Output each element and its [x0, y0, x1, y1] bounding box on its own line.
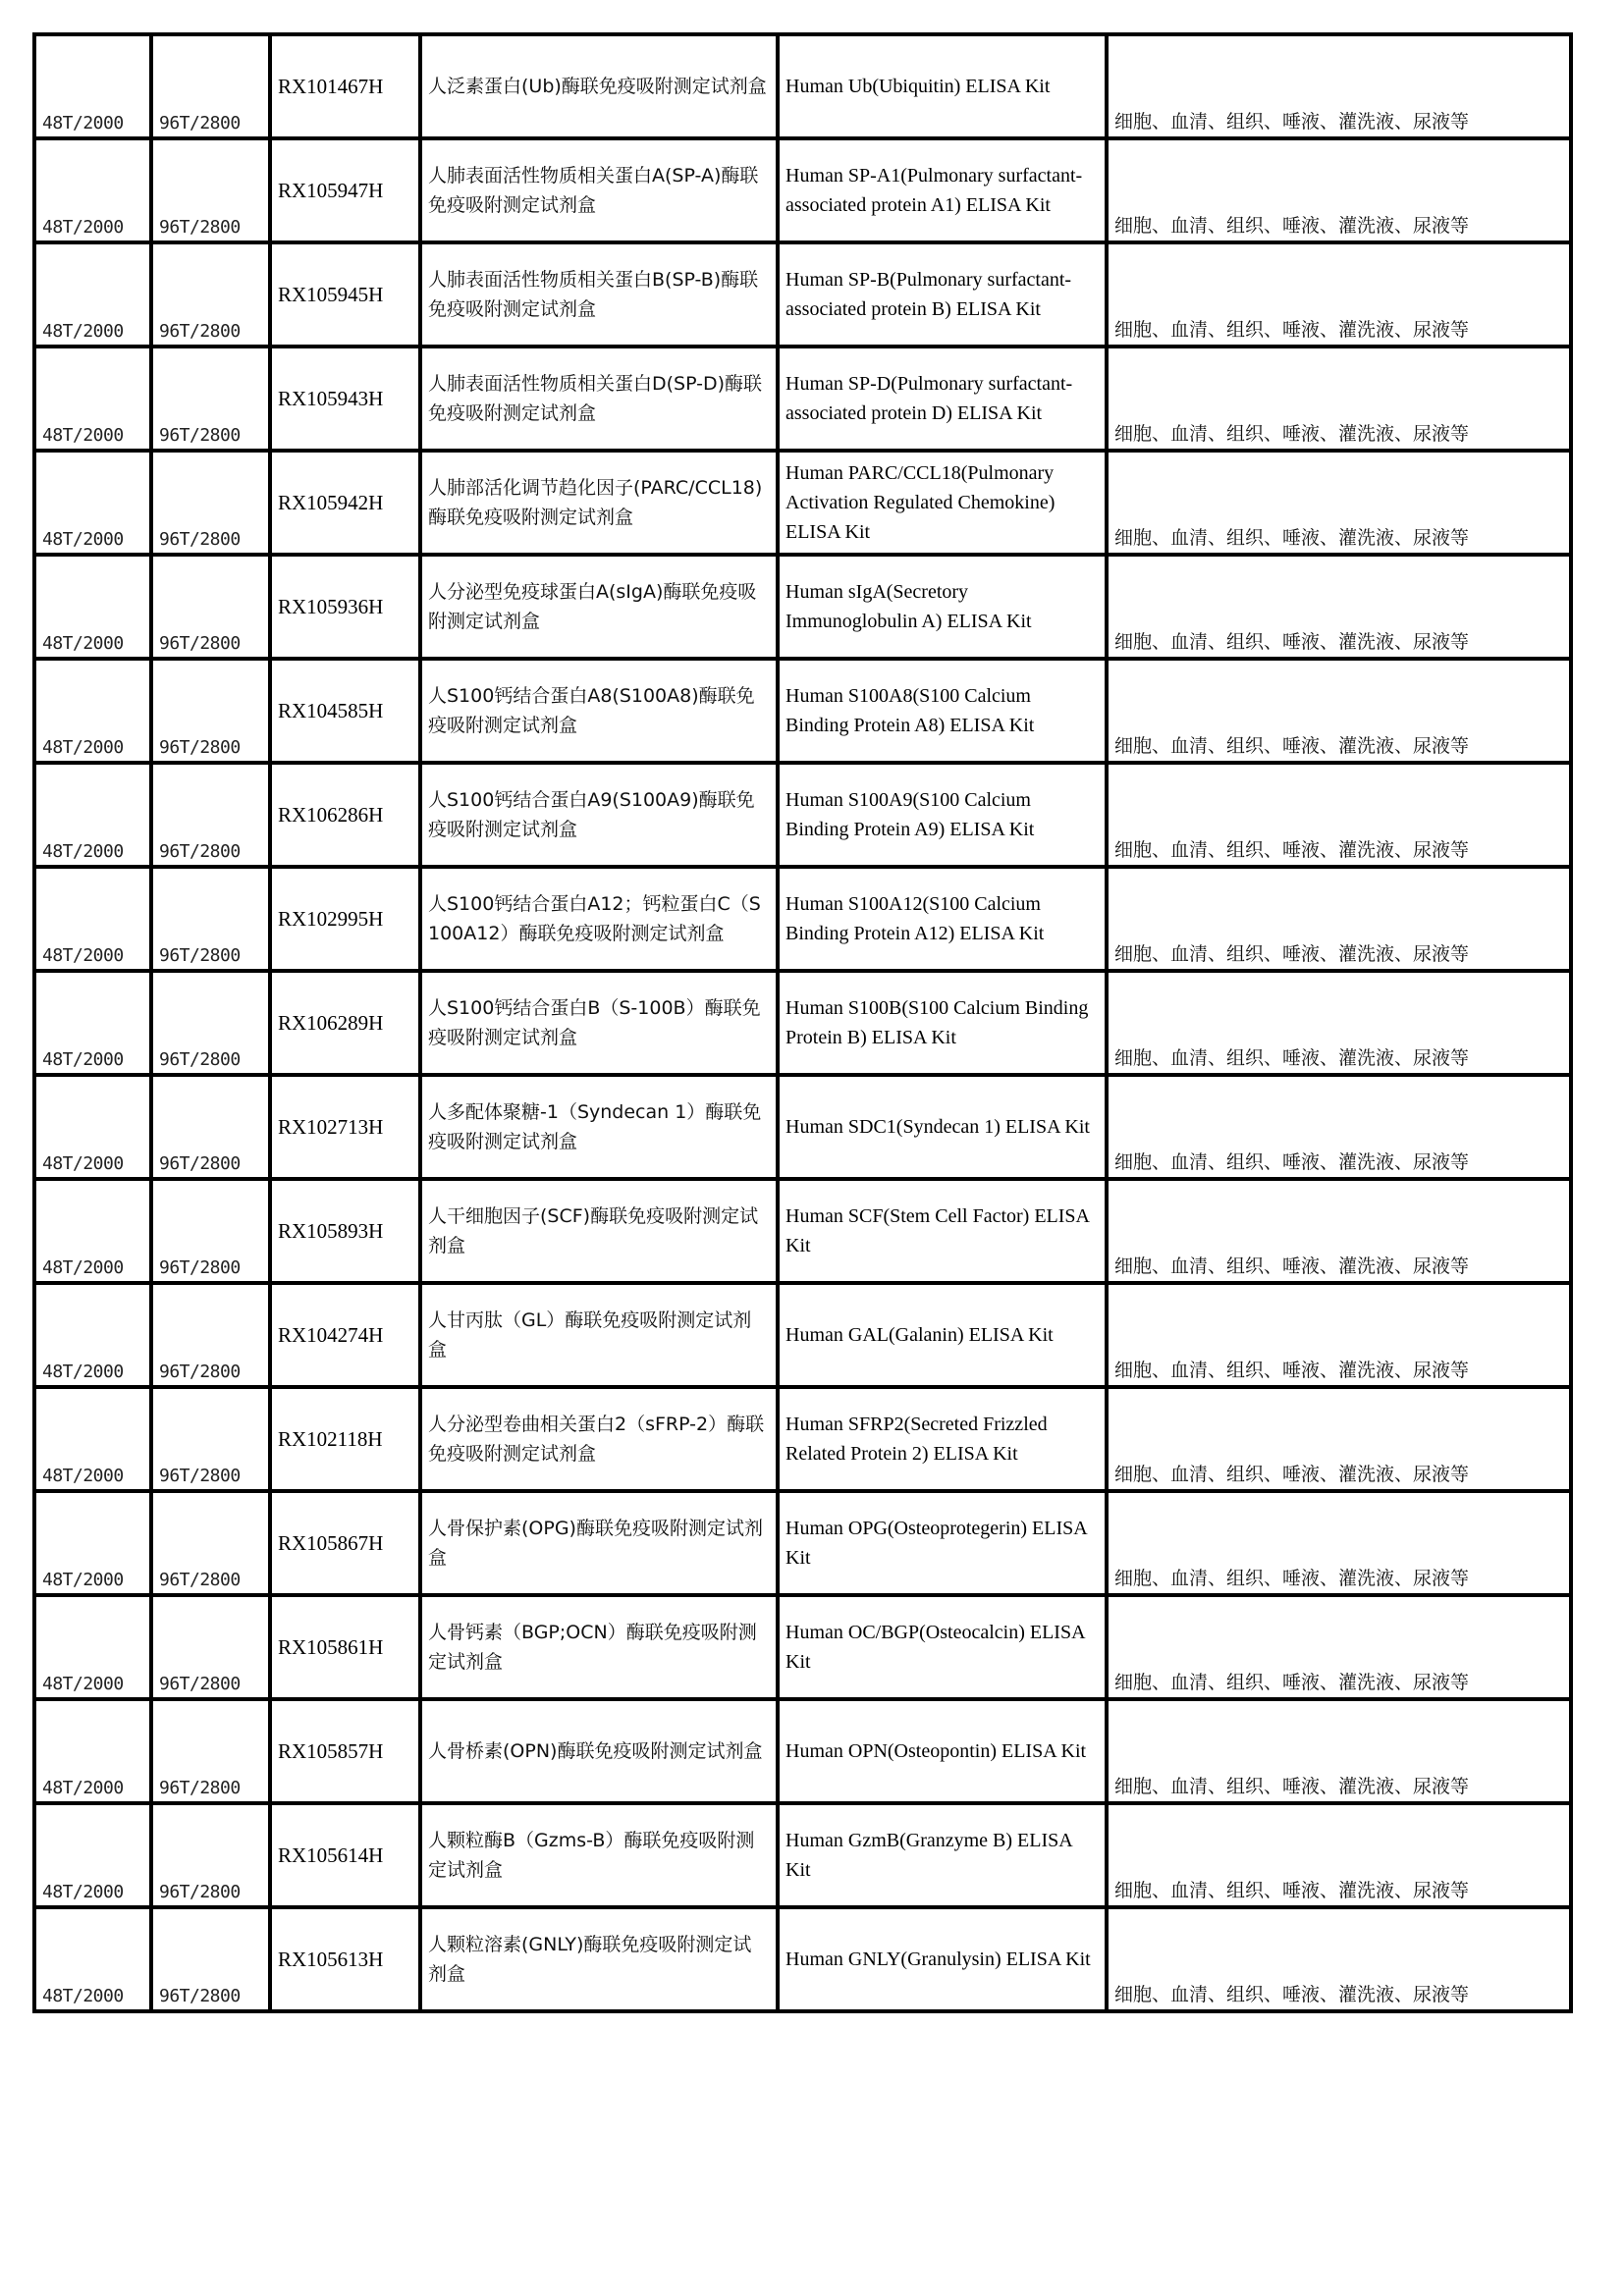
table-row — [34, 763, 1571, 867]
price-48t-cell: 48T/2000 — [34, 1387, 151, 1491]
table-row — [34, 1387, 1571, 1491]
price-96t-cell: 96T/2800 — [151, 971, 270, 1075]
chinese-name-cell: 人肺部活化调节趋化因子(PARC/CCL18)酶联免疫吸附测定试剂盒 — [420, 451, 778, 555]
price-96t-cell: 96T/2800 — [151, 659, 270, 763]
product-table — [32, 32, 1573, 2013]
price-96t-cell: 96T/2800 — [151, 555, 270, 659]
price-48t-cell: 48T/2000 — [34, 867, 151, 971]
price-48t-cell: 48T/2000 — [34, 451, 151, 555]
catalog-number-cell: RX105613H — [270, 1907, 420, 2011]
price-48t-cell: 48T/2000 — [34, 555, 151, 659]
price-96t-cell: 96T/2800 — [151, 451, 270, 555]
price-48t-cell: 48T/2000 — [34, 1283, 151, 1387]
price-96t-cell: 96T/2800 — [151, 138, 270, 242]
chinese-name-cell: 人S100钙结合蛋白A12；钙粒蛋白C（S100A12）酶联免疫吸附测定试剂盒 — [420, 867, 778, 971]
catalog-number-cell: RX105945H — [270, 242, 420, 347]
table-row — [34, 659, 1571, 763]
price-48t-cell: 48T/2000 — [34, 1075, 151, 1179]
table-row — [34, 34, 1571, 138]
chinese-name-cell: 人分泌型免疫球蛋白A(sIgA)酶联免疫吸附测定试剂盒 — [420, 555, 778, 659]
price-96t-cell: 96T/2800 — [151, 763, 270, 867]
chinese-name-cell: 人骨钙素（BGP;OCN）酶联免疫吸附测定试剂盒 — [420, 1595, 778, 1699]
price-48t-cell: 48T/2000 — [34, 347, 151, 451]
catalog-number-cell: RX102995H — [270, 867, 420, 971]
price-48t-cell: 48T/2000 — [34, 1491, 151, 1595]
chinese-name-cell: 人多配体聚糖-1（Syndecan 1）酶联免疫吸附测定试剂盒 — [420, 1075, 778, 1179]
catalog-number-cell: RX105947H — [270, 138, 420, 242]
catalog-number-cell: RX105942H — [270, 451, 420, 555]
table-row — [34, 347, 1571, 451]
english-name-cell: Human S100B(S100 Calcium Binding Protein B) ELISA Kit — [778, 971, 1107, 1075]
price-96t-cell: 96T/2800 — [151, 1907, 270, 2011]
sample-types-cell: 细胞、血清、组织、唾液、灌洗液、尿液等 — [1107, 763, 1571, 867]
catalog-number-cell: RX105867H — [270, 1491, 420, 1595]
price-96t-cell: 96T/2800 — [151, 1387, 270, 1491]
sample-types-cell: 细胞、血清、组织、唾液、灌洗液、尿液等 — [1107, 451, 1571, 555]
table-row — [34, 1595, 1571, 1699]
english-name-cell: Human GzmB(Granzyme B) ELISA Kit — [778, 1803, 1107, 1907]
catalog-page — [32, 32, 1569, 2013]
table-row — [34, 555, 1571, 659]
english-name-cell: Human PARC/CCL18(Pulmonary Activation Regulated Chemokine) ELISA Kit — [778, 451, 1107, 555]
sample-types-cell: 细胞、血清、组织、唾液、灌洗液、尿液等 — [1107, 555, 1571, 659]
english-name-cell: Human SDC1(Syndecan 1) ELISA Kit — [778, 1075, 1107, 1179]
sample-types-cell: 细胞、血清、组织、唾液、灌洗液、尿液等 — [1107, 242, 1571, 347]
catalog-number-cell: RX106286H — [270, 763, 420, 867]
table-row — [34, 451, 1571, 555]
english-name-cell: Human GAL(Galanin) ELISA Kit — [778, 1283, 1107, 1387]
price-96t-cell: 96T/2800 — [151, 867, 270, 971]
sample-types-cell: 细胞、血清、组织、唾液、灌洗液、尿液等 — [1107, 1699, 1571, 1803]
table-row — [34, 242, 1571, 347]
english-name-cell: Human SFRP2(Secreted Frizzled Related Protein 2) ELISA Kit — [778, 1387, 1107, 1491]
price-48t-cell: 48T/2000 — [34, 138, 151, 242]
english-name-cell: Human S100A12(S100 Calcium Binding Protein A12) ELISA Kit — [778, 867, 1107, 971]
catalog-number-cell: RX105893H — [270, 1179, 420, 1283]
chinese-name-cell: 人颗粒酶B（Gzms-B）酶联免疫吸附测定试剂盒 — [420, 1803, 778, 1907]
table-row — [34, 138, 1571, 242]
english-name-cell: Human S100A8(S100 Calcium Binding Protein A8) ELISA Kit — [778, 659, 1107, 763]
price-96t-cell: 96T/2800 — [151, 347, 270, 451]
catalog-number-cell: RX105936H — [270, 555, 420, 659]
table-row — [34, 971, 1571, 1075]
english-name-cell: Human S100A9(S100 Calcium Binding Protein A9) ELISA Kit — [778, 763, 1107, 867]
sample-types-cell: 细胞、血清、组织、唾液、灌洗液、尿液等 — [1107, 34, 1571, 138]
catalog-number-cell: RX104585H — [270, 659, 420, 763]
table-row — [34, 867, 1571, 971]
chinese-name-cell: 人骨保护素(OPG)酶联免疫吸附测定试剂盒 — [420, 1491, 778, 1595]
table-row — [34, 1491, 1571, 1595]
chinese-name-cell: 人肺表面活性物质相关蛋白D(SP-D)酶联免疫吸附测定试剂盒 — [420, 347, 778, 451]
price-96t-cell: 96T/2800 — [151, 242, 270, 347]
chinese-name-cell: 人肺表面活性物质相关蛋白A(SP-A)酶联免疫吸附测定试剂盒 — [420, 138, 778, 242]
price-48t-cell: 48T/2000 — [34, 1699, 151, 1803]
english-name-cell: Human SP-B(Pulmonary surfactant-associated protein B) ELISA Kit — [778, 242, 1107, 347]
price-48t-cell: 48T/2000 — [34, 971, 151, 1075]
price-96t-cell: 96T/2800 — [151, 1595, 270, 1699]
sample-types-cell: 细胞、血清、组织、唾液、灌洗液、尿液等 — [1107, 347, 1571, 451]
table-row — [34, 1179, 1571, 1283]
chinese-name-cell: 人干细胞因子(SCF)酶联免疫吸附测定试剂盒 — [420, 1179, 778, 1283]
price-48t-cell: 48T/2000 — [34, 763, 151, 867]
catalog-number-cell: RX105614H — [270, 1803, 420, 1907]
catalog-number-cell: RX105943H — [270, 347, 420, 451]
table-row — [34, 1803, 1571, 1907]
catalog-number-cell: RX102713H — [270, 1075, 420, 1179]
price-48t-cell: 48T/2000 — [34, 1907, 151, 2011]
table-row — [34, 1699, 1571, 1803]
english-name-cell: Human GNLY(Granulysin) ELISA Kit — [778, 1907, 1107, 2011]
catalog-number-cell: RX102118H — [270, 1387, 420, 1491]
price-48t-cell: 48T/2000 — [34, 1179, 151, 1283]
chinese-name-cell: 人泛素蛋白(Ub)酶联免疫吸附测定试剂盒 — [420, 34, 778, 138]
sample-types-cell: 细胞、血清、组织、唾液、灌洗液、尿液等 — [1107, 1179, 1571, 1283]
english-name-cell: Human Ub(Ubiquitin) ELISA Kit — [778, 34, 1107, 138]
catalog-number-cell: RX105857H — [270, 1699, 420, 1803]
chinese-name-cell: 人骨桥素(OPN)酶联免疫吸附测定试剂盒 — [420, 1699, 778, 1803]
chinese-name-cell: 人分泌型卷曲相关蛋白2（sFRP-2）酶联免疫吸附测定试剂盒 — [420, 1387, 778, 1491]
price-48t-cell: 48T/2000 — [34, 1803, 151, 1907]
english-name-cell: Human SCF(Stem Cell Factor) ELISA Kit — [778, 1179, 1107, 1283]
price-96t-cell: 96T/2800 — [151, 1075, 270, 1179]
chinese-name-cell: 人S100钙结合蛋白A9(S100A9)酶联免疫吸附测定试剂盒 — [420, 763, 778, 867]
sample-types-cell: 细胞、血清、组织、唾液、灌洗液、尿液等 — [1107, 971, 1571, 1075]
english-name-cell: Human SP-D(Pulmonary surfactant-associated protein D) ELISA Kit — [778, 347, 1107, 451]
price-48t-cell: 48T/2000 — [34, 659, 151, 763]
sample-types-cell: 细胞、血清、组织、唾液、灌洗液、尿液等 — [1107, 1803, 1571, 1907]
english-name-cell: Human OPG(Osteoprotegerin) ELISA Kit — [778, 1491, 1107, 1595]
catalog-number-cell: RX104274H — [270, 1283, 420, 1387]
catalog-number-cell: RX106289H — [270, 971, 420, 1075]
sample-types-cell: 细胞、血清、组织、唾液、灌洗液、尿液等 — [1107, 1387, 1571, 1491]
table-row — [34, 1283, 1571, 1387]
english-name-cell: Human sIgA(Secretory Immunoglobulin A) ELISA Kit — [778, 555, 1107, 659]
sample-types-cell: 细胞、血清、组织、唾液、灌洗液、尿液等 — [1107, 867, 1571, 971]
sample-types-cell: 细胞、血清、组织、唾液、灌洗液、尿液等 — [1107, 659, 1571, 763]
chinese-name-cell: 人S100钙结合蛋白B（S-100B）酶联免疫吸附测定试剂盒 — [420, 971, 778, 1075]
price-96t-cell: 96T/2800 — [151, 1283, 270, 1387]
sample-types-cell: 细胞、血清、组织、唾液、灌洗液、尿液等 — [1107, 138, 1571, 242]
product-table-body — [34, 34, 1571, 2011]
price-48t-cell: 48T/2000 — [34, 1595, 151, 1699]
sample-types-cell: 细胞、血清、组织、唾液、灌洗液、尿液等 — [1107, 1907, 1571, 2011]
table-row — [34, 1907, 1571, 2011]
table-row — [34, 1075, 1571, 1179]
chinese-name-cell: 人S100钙结合蛋白A8(S100A8)酶联免疫吸附测定试剂盒 — [420, 659, 778, 763]
price-96t-cell: 96T/2800 — [151, 34, 270, 138]
price-96t-cell: 96T/2800 — [151, 1491, 270, 1595]
price-48t-cell: 48T/2000 — [34, 34, 151, 138]
sample-types-cell: 细胞、血清、组织、唾液、灌洗液、尿液等 — [1107, 1075, 1571, 1179]
price-96t-cell: 96T/2800 — [151, 1803, 270, 1907]
chinese-name-cell: 人肺表面活性物质相关蛋白B(SP-B)酶联免疫吸附测定试剂盒 — [420, 242, 778, 347]
price-96t-cell: 96T/2800 — [151, 1699, 270, 1803]
english-name-cell: Human SP-A1(Pulmonary surfactant-associated protein A1) ELISA Kit — [778, 138, 1107, 242]
sample-types-cell: 细胞、血清、组织、唾液、灌洗液、尿液等 — [1107, 1283, 1571, 1387]
catalog-number-cell: RX101467H — [270, 34, 420, 138]
english-name-cell: Human OC/BGP(Osteocalcin) ELISA Kit — [778, 1595, 1107, 1699]
chinese-name-cell: 人甘丙肽（GL）酶联免疫吸附测定试剂盒 — [420, 1283, 778, 1387]
sample-types-cell: 细胞、血清、组织、唾液、灌洗液、尿液等 — [1107, 1595, 1571, 1699]
english-name-cell: Human OPN(Osteopontin) ELISA Kit — [778, 1699, 1107, 1803]
price-48t-cell: 48T/2000 — [34, 242, 151, 347]
chinese-name-cell: 人颗粒溶素(GNLY)酶联免疫吸附测定试剂盒 — [420, 1907, 778, 2011]
price-96t-cell: 96T/2800 — [151, 1179, 270, 1283]
sample-types-cell: 细胞、血清、组织、唾液、灌洗液、尿液等 — [1107, 1491, 1571, 1595]
catalog-number-cell: RX105861H — [270, 1595, 420, 1699]
